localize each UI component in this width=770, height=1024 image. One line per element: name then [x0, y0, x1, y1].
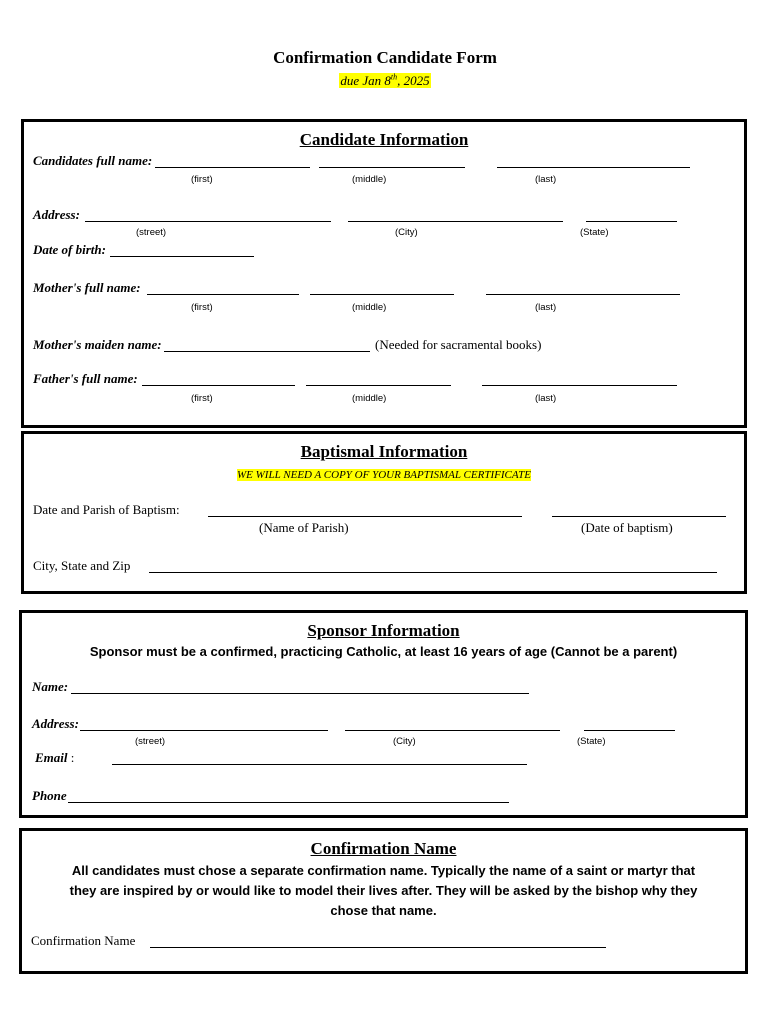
- confirmation-instructions-line1: All candidates must chose a separate confirmation name. Typically the name of a saint or martyr that: [71, 863, 696, 878]
- sponsor-address-label: Address:: [32, 716, 79, 731]
- form-title: Confirmation Candidate Form: [273, 48, 497, 67]
- state-caption: (State): [577, 736, 606, 747]
- candidate-first-name-field[interactable]: [155, 167, 310, 168]
- baptism-date-field[interactable]: [552, 516, 726, 517]
- parish-caption: (Name of Parish): [259, 520, 349, 535]
- baptism-section: [21, 431, 747, 594]
- father-name-label: Father's full name:: [33, 371, 138, 386]
- street-caption: (street): [135, 736, 166, 747]
- last-caption: (last): [535, 393, 557, 404]
- middle-caption: (middle): [352, 393, 387, 404]
- father-last-name-field[interactable]: [482, 385, 677, 386]
- maiden-name-field[interactable]: [164, 351, 370, 352]
- mother-last-name-field[interactable]: [486, 294, 680, 295]
- candidate-heading: Candidate Information: [299, 130, 469, 149]
- street-caption: (street): [136, 227, 167, 238]
- state-caption: (State): [580, 227, 609, 238]
- sponsor-phone-field[interactable]: [68, 802, 509, 803]
- sponsor-name-label: Name:: [32, 679, 69, 694]
- first-caption: (first): [191, 393, 213, 404]
- father-first-name-field[interactable]: [142, 385, 295, 386]
- maiden-note: (Needed for sacramental books): [375, 337, 542, 352]
- sponsor-email-label: Email :: [35, 750, 75, 765]
- due-date: due Jan 8th, 2025: [340, 72, 430, 88]
- certificate-notice: WE WILL NEED A COPY OF YOUR BAPTISMAL CERTIFICATE: [237, 469, 531, 481]
- sponsor-city-field[interactable]: [345, 730, 560, 731]
- address-label: Address:: [33, 207, 80, 222]
- last-caption: (last): [535, 302, 557, 313]
- first-caption: (first): [191, 302, 213, 313]
- sponsor-street-field[interactable]: [80, 730, 328, 731]
- sponsor-email-field[interactable]: [112, 764, 527, 765]
- sponsor-phone-label: Phone: [32, 788, 67, 803]
- mother-name-label: Mother's full name:: [33, 280, 141, 295]
- candidate-state-field[interactable]: [586, 221, 677, 222]
- middle-caption: (middle): [352, 302, 387, 313]
- sponsor-section: [19, 610, 748, 818]
- confirmation-heading: Confirmation Name: [310, 839, 457, 858]
- sponsor-state-field[interactable]: [584, 730, 675, 731]
- parish-name-field[interactable]: [208, 516, 522, 517]
- maiden-name-label: Mother's maiden name:: [33, 337, 162, 352]
- first-caption: (first): [191, 174, 213, 185]
- confirmation-name-label: Confirmation Name: [31, 933, 136, 948]
- candidate-name-label: Candidates full name:: [33, 153, 153, 168]
- confirmation-section: [19, 828, 748, 974]
- candidate-last-name-field[interactable]: [497, 167, 690, 168]
- sponsor-requirement: Sponsor must be a confirmed, practicing Catholic, at least 16 years of age (Cannot be a parent): [89, 644, 678, 659]
- baptism-heading: Baptismal Information: [300, 442, 468, 461]
- confirmation-instructions-line3: chose that name.: [330, 903, 437, 918]
- date-parish-label: Date and Parish of Baptism:: [33, 502, 180, 517]
- city-state-zip-label: City, State and Zip: [33, 558, 131, 573]
- candidate-section: [21, 119, 747, 428]
- confirmation-name-field[interactable]: [150, 947, 606, 948]
- sponsor-name-field[interactable]: [71, 693, 529, 694]
- dob-field[interactable]: [110, 256, 254, 257]
- baptism-date-caption: (Date of baptism): [581, 520, 673, 535]
- city-caption: (City): [395, 227, 418, 238]
- mother-middle-name-field[interactable]: [310, 294, 454, 295]
- city-caption: (City): [393, 736, 416, 747]
- last-caption: (last): [535, 174, 557, 185]
- dob-label: Date of birth:: [33, 242, 106, 257]
- sponsor-heading: Sponsor Information: [307, 621, 460, 640]
- candidate-middle-name-field[interactable]: [319, 167, 465, 168]
- confirmation-instructions-line2: they are inspired by or would like to model their lives after. They will be asked by the bishop why they: [69, 883, 698, 898]
- candidate-city-field[interactable]: [348, 221, 563, 222]
- middle-caption: (middle): [352, 174, 387, 185]
- city-state-zip-field[interactable]: [149, 572, 717, 573]
- candidate-street-field[interactable]: [85, 221, 331, 222]
- father-middle-name-field[interactable]: [306, 385, 451, 386]
- mother-first-name-field[interactable]: [147, 294, 299, 295]
